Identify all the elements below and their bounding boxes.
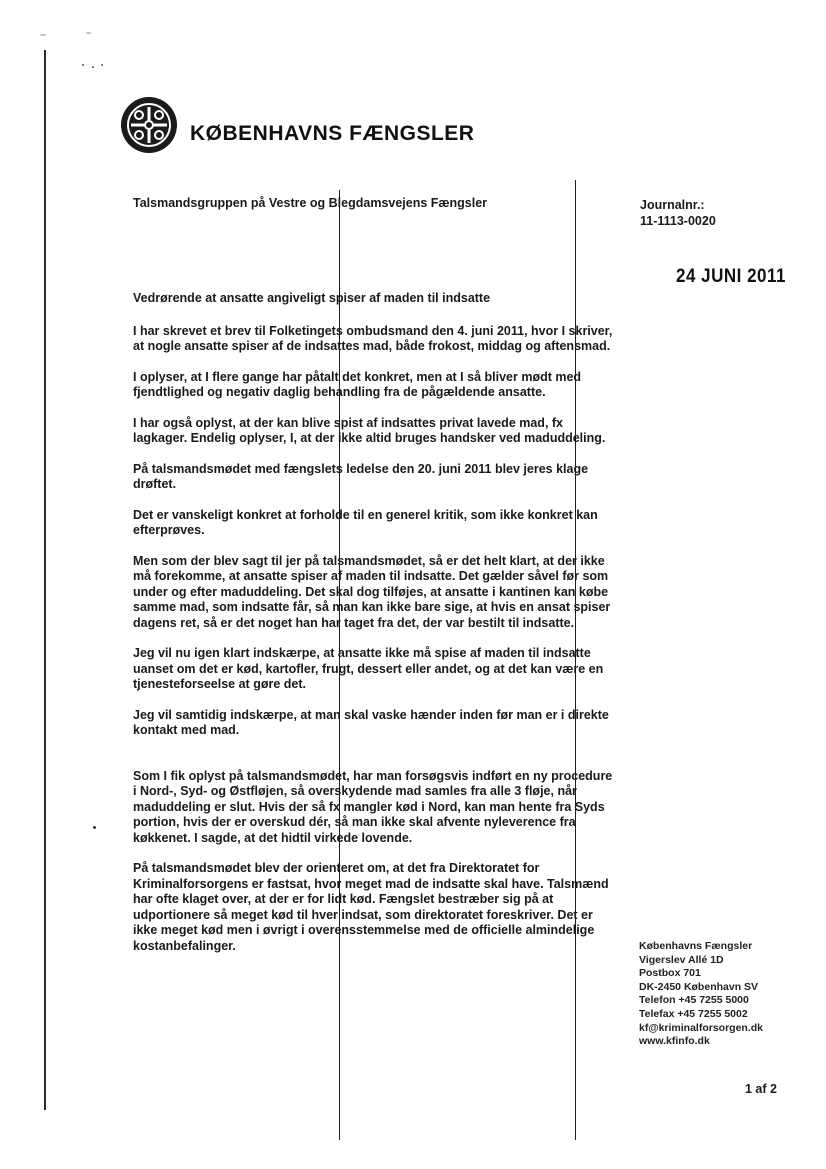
letter-subject: Vedrørende at ansatte angiveligt spiser af maden til indsatte [133, 291, 491, 305]
paragraph: I har skrevet et brev til Folketingets ombudsmand den 4. juni 2011, hvor I skriver, at nogle ansatte spiser af de indsattes mad, både frokost, middag og aftensmad. [133, 323, 613, 353]
paragraph: Det er vanskeligt konkret at forholde til en generel kritik, som ikke konkret kan efterprøves. [133, 507, 598, 537]
scan-speck [82, 64, 84, 66]
scan-speck [92, 66, 94, 68]
address-street: Vigerslev Allé 1D [639, 953, 724, 966]
address-email: kf@kriminalforsorgen.dk [639, 1021, 764, 1034]
page-number: 1 af 2 [745, 1082, 777, 1096]
organization-name: KØBENHAVNS FÆNGSLER [190, 122, 475, 145]
sender-address-block [639, 940, 763, 1049]
address-postbox: Postbox 701 [639, 967, 701, 980]
paragraph: Jeg vil samtidig indskærpe, at man skal vaske hænder inden før man er i direkte kontakt med mad. [133, 707, 609, 737]
address-fax: Telefax +45 7255 5002 [639, 1007, 748, 1020]
paragraph: Som I fik oplyst på talsmandsmødet, har man forsøgsvis indført en ny procedure i Nord-, Syd- og Østfløjen, så overskydende mad samles fra alle 3 fløje, når maduddeling er slut. Hvis der så fx mangler kød i Nord, kan man hente fra Syds portion, hvis der er overskud dér, så man ikke skal afvente nyleverence fra køkkenet. I sagde, at det hidtil virkede lovende. [133, 768, 613, 845]
paragraph: På talsmandsmødet med fængslets ledelse den 20. juni 2011 blev jeres klage drøftet. [133, 461, 589, 491]
paragraph: I har også oplyst, at der kan blive spist af indsattes privat lavede mad, fx lagkager. Endelig oplyser, I, at der ikke altid bruges handsker ved maduddeling. [133, 415, 606, 445]
sender-name: Talsmandsgruppen på Vestre og Blegdamsvejens Fængsler [133, 196, 488, 210]
paragraph: Jeg vil nu igen klart indskærpe, at ansatte ikke må spise af maden til indsatte uanset om det er kød, kartofler, frugt, dessert eller andet, og at det kan være en tjenesteforseelse at gøre det. [133, 646, 604, 691]
prison-service-emblem-icon [120, 96, 178, 154]
address-name: Københavns Fængsler [639, 940, 753, 952]
scan-edge-line [44, 50, 46, 1110]
address-phone: Telefon +45 7255 5000 [639, 994, 749, 1007]
scan-speck [101, 64, 103, 66]
scan-speck [86, 32, 91, 34]
paragraph: Men som der blev sagt til jer på talsmandsmødet, så er det helt klart, at der ikke må forekomme, at ansatte spiser af maden til indsatte. Det gælder såvel før som under og efter maduddeling. Det skal dog tilføjes, at ansatte i kantinen kan købe samme mad, som indsatte får, så man kan ikke bare sige, at hvis en ansat spiser dagens ret, så er det noget han har taget fra det, der var bestilt til indsatte. [133, 553, 611, 630]
scan-speck [40, 34, 46, 36]
address-city: DK-2450 København SV [639, 980, 759, 993]
letter-body [133, 291, 615, 969]
journal-label: Journalnr.: [640, 198, 705, 212]
journal-block [640, 197, 716, 229]
journal-number: 11-1113-0020 [640, 214, 716, 228]
paragraph: I oplyser, at I flere gange har påtalt det konkret, men at I så bliver mødt med fjendtlighed og negativ daglig behandling fra de pågældende ansatte. [133, 369, 582, 399]
address-web: www.kfinfo.dk [639, 1035, 710, 1048]
received-date-stamp: 24 JUNI 2011 [676, 264, 786, 287]
paragraph: På talsmandsmødet blev der orienteret om, at det fra Direktoratet for Kriminalforsorgens er fastsat, hvor meget mad de indsatte skal have. Talsmænd har ofte klaget over, at der er for lidt kød. Fængslet bestræber sig på at udportionere så meget kød til hver indsat, som direktoratet foreskriver. Det er ikke meget kød men i øvrigt i overensstemmelse med de officielle almindelige kostanbefalinger. [133, 861, 609, 953]
scan-speck [93, 826, 96, 829]
